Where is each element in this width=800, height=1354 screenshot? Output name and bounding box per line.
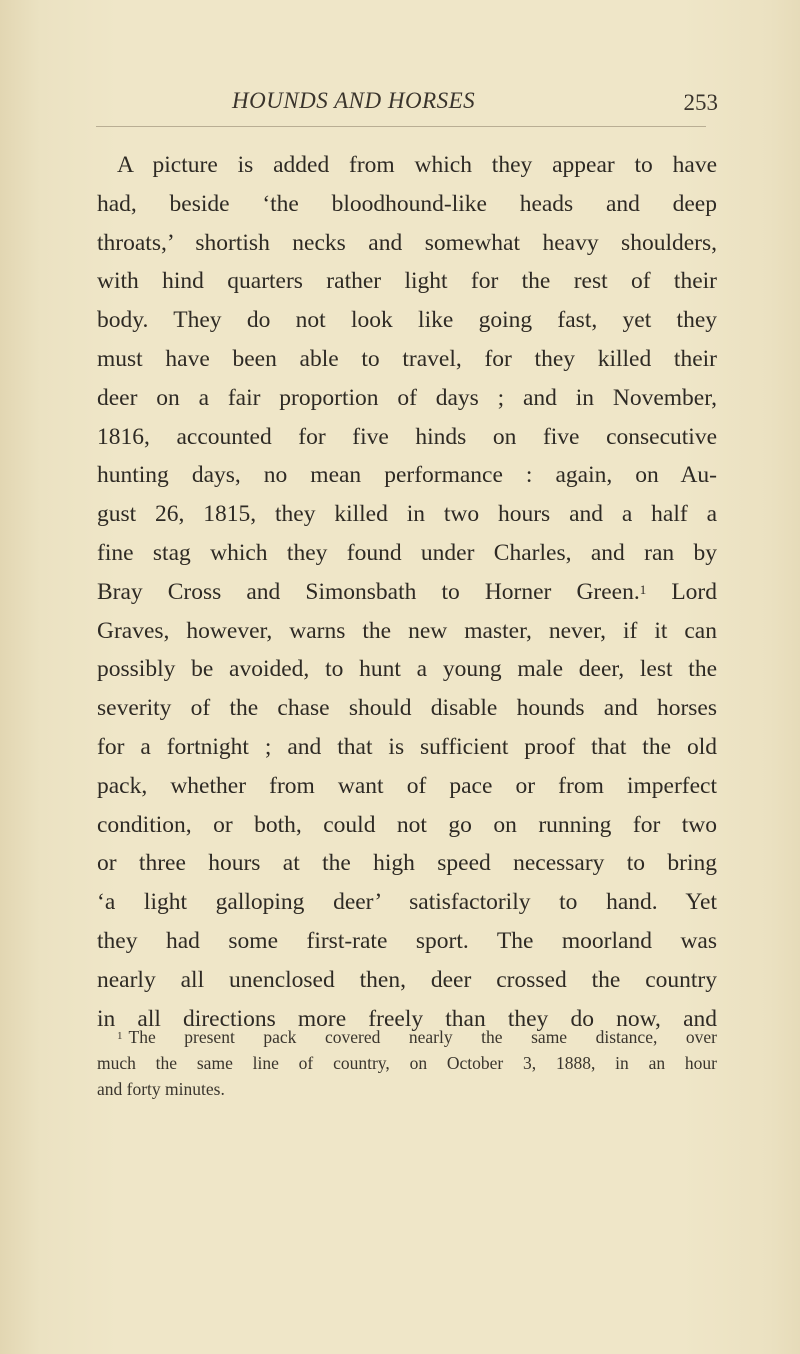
text-line-with-footnote-ref <box>97 573 717 612</box>
footnote-mark: 1 <box>117 1030 123 1042</box>
page-number: 253 <box>683 90 718 115</box>
footnote <box>97 1024 717 1102</box>
body-paragraph <box>97 146 717 1038</box>
text-line: had, beside ‘the bloodhound-like heads and deep <box>97 190 717 217</box>
text-fragment: Lord <box>671 578 718 605</box>
running-title: HOUNDS AND HORSES <box>232 88 476 113</box>
text-line: possibly be avoided, to hunt a young male deer, lest the <box>97 656 717 683</box>
text-line: condition, or both, could not go on running for two <box>97 811 717 838</box>
header-rule <box>96 126 706 127</box>
text-line: with hind quarters rather light for the rest of their <box>97 268 717 295</box>
text-line: in all directions more freely than they do now, and <box>97 1005 717 1032</box>
text-line: Graves, however, warns the new master, never, if it can <box>97 617 717 644</box>
footnote-line: and forty minutes. <box>97 1079 225 1099</box>
text-line: hunting days, no mean performance : again, on Au- <box>97 462 717 489</box>
text-line: fine stag which they found under Charles, and ran by <box>97 539 717 566</box>
text-line: deer on a fair proportion of days ; and in November, <box>97 384 717 411</box>
footnote-line <box>97 1024 717 1050</box>
text-line: body. They do not look like going fast, yet they <box>97 307 717 334</box>
text-line: nearly all unenclosed then, deer crossed the country <box>97 966 717 993</box>
page-header <box>96 88 718 124</box>
text-line: severity of the chase should disable hounds and horses <box>97 695 717 722</box>
footnote-text: The present pack covered nearly the same distance, over <box>128 1027 717 1047</box>
footnote-reference: 1 <box>639 581 647 597</box>
text-line: throats,’ shortish necks and somewhat heavy shoulders, <box>97 229 717 256</box>
text-line: pack, whether from want of pace or from imperfect <box>97 772 717 799</box>
text-line: for a fortnight ; and that is sufficient proof that the old <box>97 733 717 760</box>
text-line: 1816, accounted for five hinds on five consecutive <box>97 423 717 450</box>
text-line: A picture is added from which they appear to have <box>117 152 717 178</box>
text-line: or three hours at the high speed necessary to bring <box>97 850 717 877</box>
text-line: gust 26, 1815, they killed in two hours and a half a <box>97 501 717 528</box>
text-fragment: Bray Cross and Simonsbath to Horner Green. <box>97 578 640 605</box>
footnote-line: much the same line of country, on October 3, 1888, in an hour <box>97 1053 717 1073</box>
text-line: ‘a light galloping deer’ satisfactorily to hand. Yet <box>97 889 717 916</box>
text-line: they had some first-rate sport. The moorland was <box>97 927 717 954</box>
text-line: must have been able to travel, for they killed their <box>97 345 717 372</box>
